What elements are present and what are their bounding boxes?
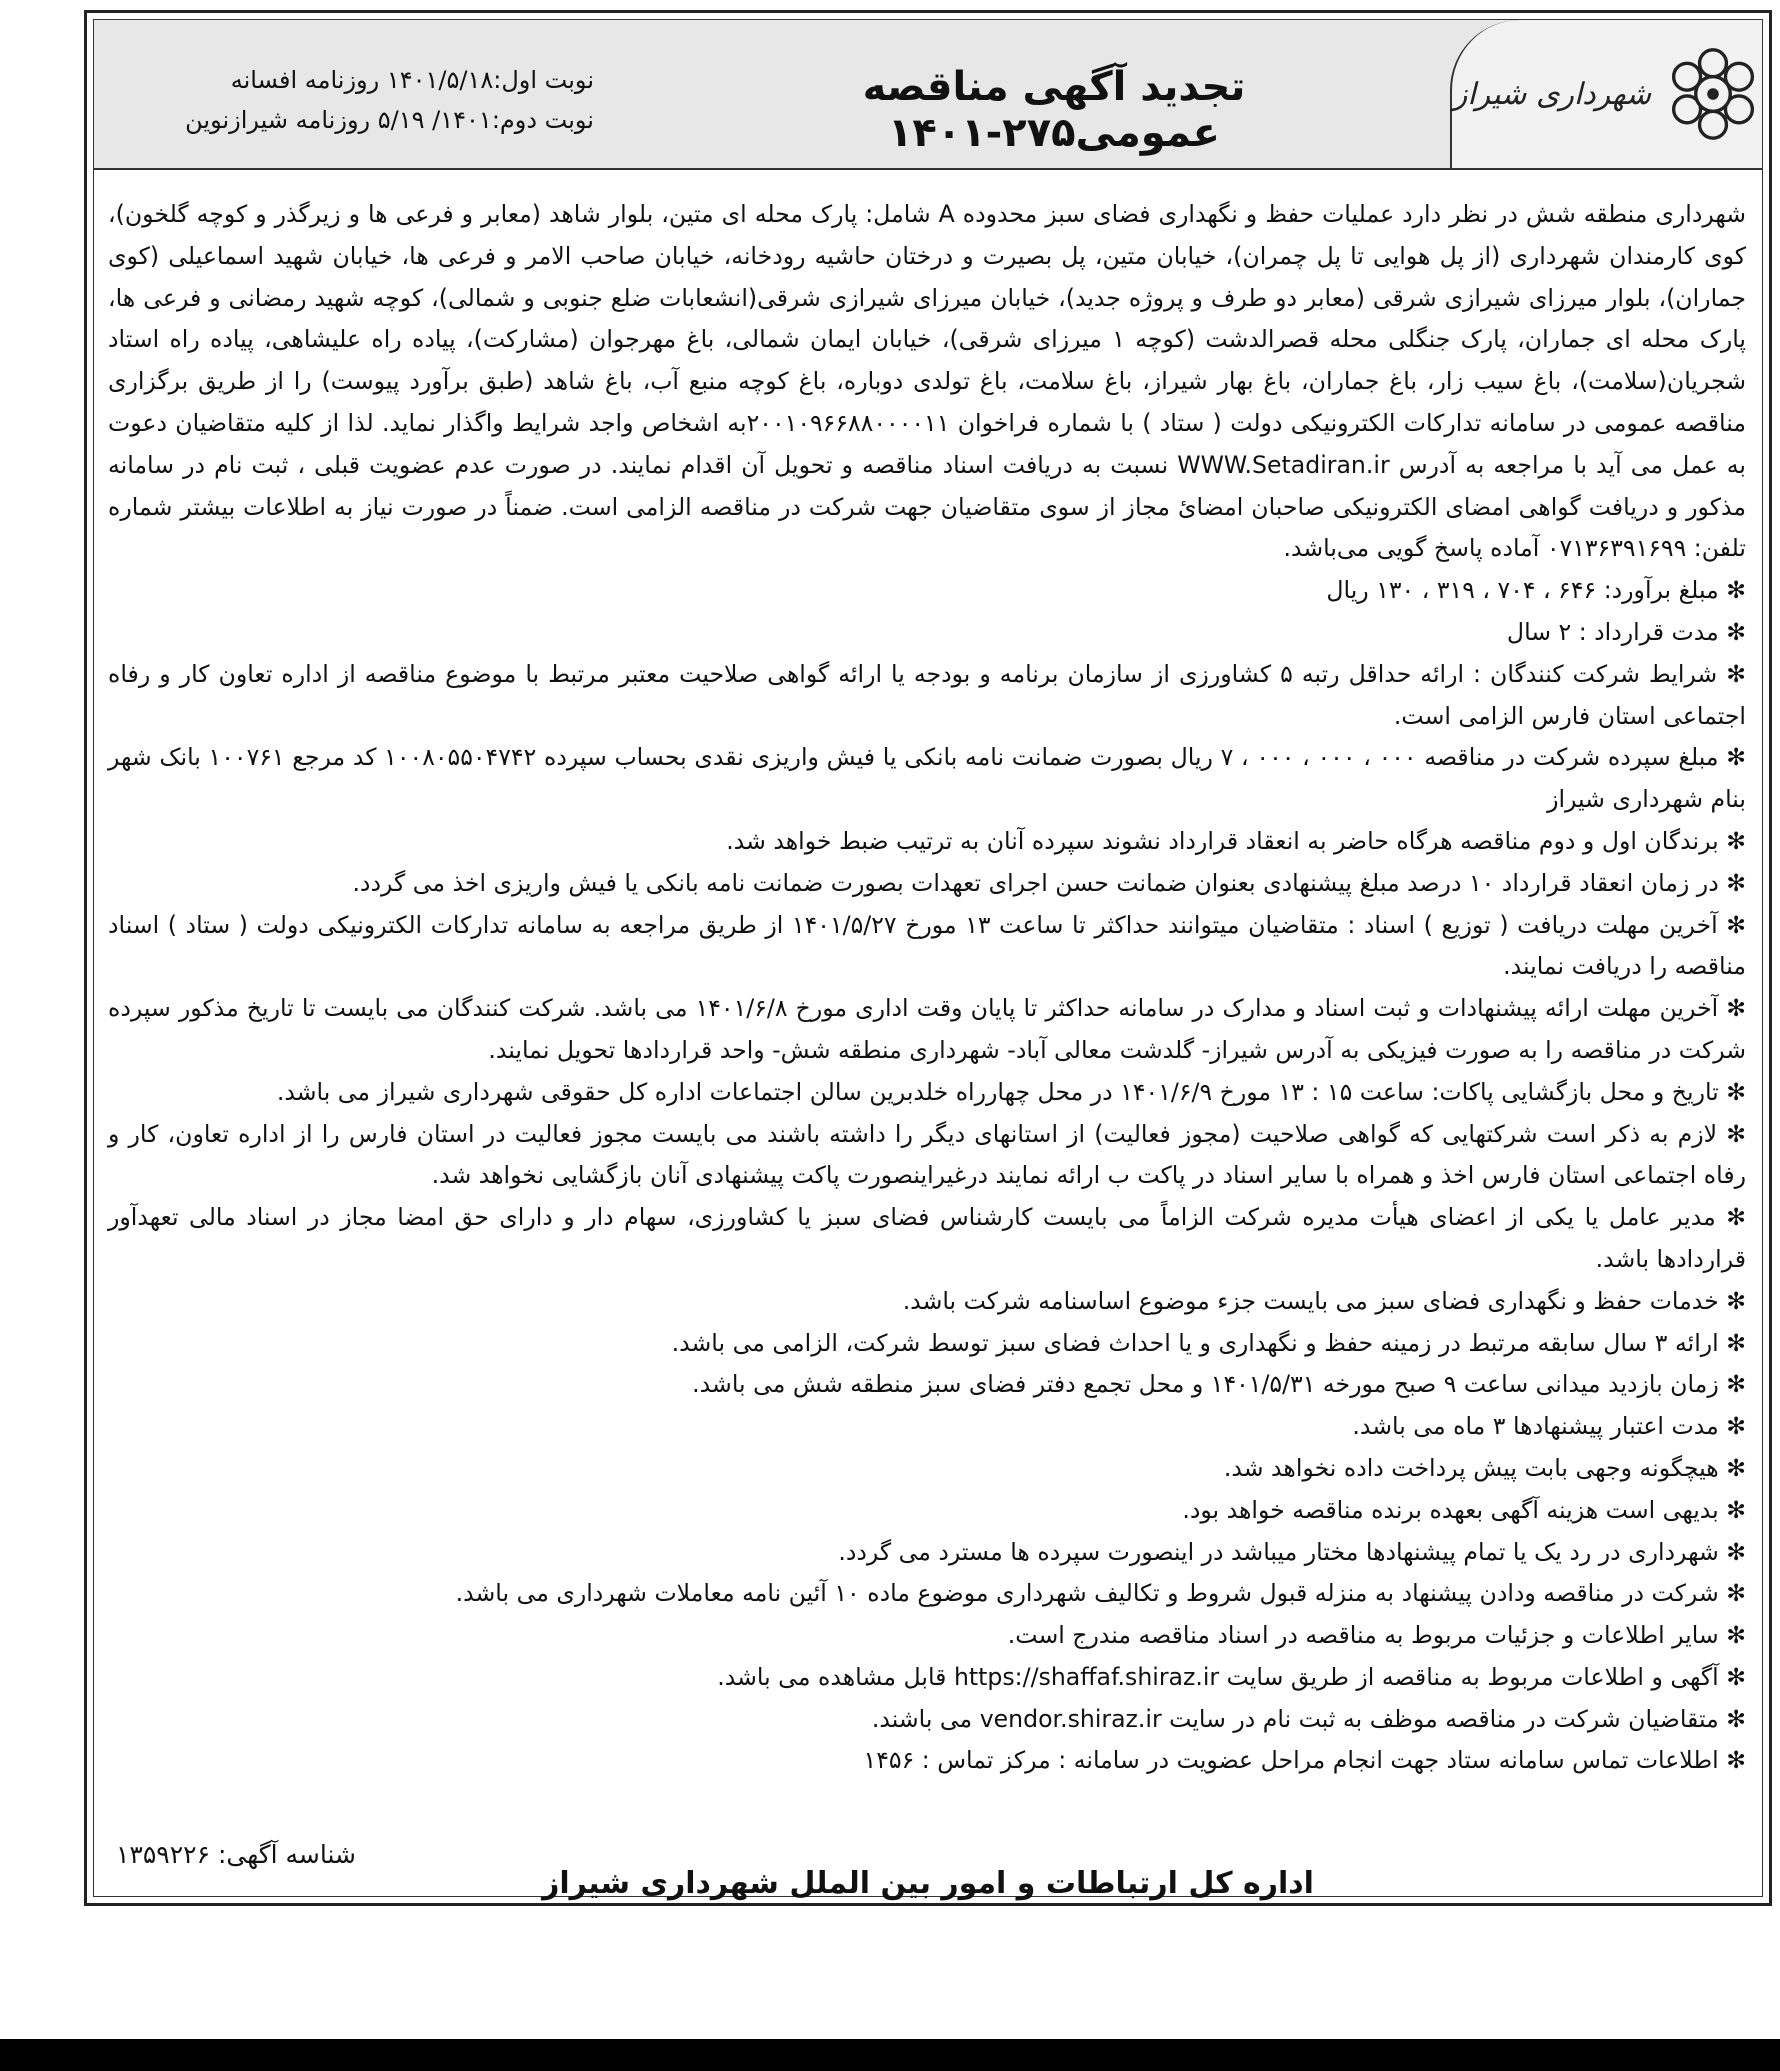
bullet-performance-guarantee: ✻ در زمان انعقاد قرارداد ۱۰ درصد مبلغ پیشنهادی بعنوان ضمانت حسن اجرای تعهدات بصورت ضمانت نامه بانکی یا فیش واریزی اخذ می گردد.	[108, 863, 1746, 905]
bullet-winners: ✻ برندگان اول و دوم مناقصه هرگاه حاضر به انعقاد قرارداد نشوند سپرده آنان به ترتیب ضبط خواهد شد.	[108, 821, 1746, 863]
bullet-articles: ✻ خدمات حفظ و نگهداری فضای سبز می بایست جزء موضوع اساسنامه شرکت باشد.	[108, 1281, 1746, 1323]
bullet-participant-conditions: ✻ شرایط شرکت کنندگان : ارائه حداقل رتبه ۵ کشاورزی از سازمان برنامه و بودجه یا ارائه گواهی صلاحیت معتبر مرتبط با موضوع مناقصه از اداره تعاون کار و رفاه اجتماعی استان فارس الزامی است.	[108, 654, 1746, 738]
bullet-other-provinces: ✻ لازم به ذکر است شرکتهایی که گواهی صلاحیت (مجوز فعالیت) از استانهای دیگر را داشته باشند می بایست مجوز فعالیت در استان فارس را از اداره تعاون، کار و رفاه اجتماعی استان فارس اخذ و همراه با سایر اسناد در پاکت ب ارائه نمایند درغیراینصورت پاکت پیشنهادی آنان بازگشایی نخواهد شد.	[108, 1114, 1746, 1198]
notice-inner-border	[93, 19, 1763, 1901]
bullet-contact: ✻ اطلاعات تماس سامانه ستاد جهت انجام مراحل عضویت در سامانه : مرکز تماس : ۱۴۵۶	[108, 1740, 1746, 1782]
footer-signature: اداره کل ارتباطات و امور بین الملل شهرداری شیراز	[542, 1866, 1314, 1901]
ad-id: شناسه آگهی: ۱۳۵۹۲۲۶	[116, 1840, 356, 1869]
bullet-shaffaf-site: ✻ آگهی و اطلاعات مربوط به مناقصه از طریق سایت https://shaffaf.shiraz.ir قابل مشاهده می باشد.	[108, 1657, 1746, 1699]
issue-second: نوبت دوم:۱۴۰۱/ ۵/۱۹ روزنامه شیرازنوین	[185, 106, 594, 134]
bullet-acceptance: ✻ شرکت در مناقصه ودادن پیشنهاد به منزله قبول شروط و تکالیف شهرداری موضوع ماده ۱۰ آئین نامه معاملات شهرداری می باشد.	[108, 1573, 1746, 1615]
logo-text: شهرداری شیراز	[1452, 76, 1652, 112]
bullet-other-info: ✻ سایر اطلاعات و جزئیات مربوط به مناقصه در اسناد مناقصه مندرج است.	[108, 1615, 1746, 1657]
bullet-document-deadline: ✻ آخرین مهلت دریافت ( توزیع ) اسناد : متقاضیان میتوانند حداکثر تا ساعت ۱۳ مورخ ۱۴۰۱/۵/۲۷ از طریق مراجعه به سامانه تدارکات الکترونیکی دولت ( ستاد ) اسناد مناقصه را دریافت نمایند.	[108, 905, 1746, 989]
bullet-validity: ✻ مدت اعتبار پیشنهادها ۳ ماه می باشد.	[108, 1406, 1746, 1448]
bottom-black-bar	[0, 2039, 1780, 2071]
intro-paragraph: شهرداری منطقه شش در نظر دارد عملیات حفظ و نگهداری فضای سبز محدوده A شامل: پارک محله ای متین، بلوار شاهد (معابر و فرعی ها و زیرگذر و کوچه گلخون)، کوی کارمندان شهرداری (از پل هوایی تا پل چمران)، خیابان متین، پل بصیرت و درختان حاشیه رودخانه، خیابان صاحب الامر و فرعی ها، خیابان شهید اسماعیلی (کوی جماران)، بلوار میرزای شیرازی شرقی (معابر دو طرف و پروژه جدید)، خیابان میرزای شیرازی شرقی(انشعابات ضلع جنوبی و شمالی)، کوچه شهید رمضانی و فرعی ها، پارک محله ای جماران، پارک جنگلی محله قصرالدشت (کوچه ۱ میرزای شرقی)، خیابان ایمان شمالی، باغ مهرجوان (مشارکت)، پیاده راه علیشاهی، پیاده راه استاد شجریان(سلامت)، باغ سیب زار، باغ جماران، باغ بهار شیراز، باغ سلامت، باغ تولدی دوباره، باغ کوچه منبع آب، باغ شاهد (طبق برآورد پیوست) را از طریق برگزاری مناقصه عمومی در سامانه تدارکات الکترونیکی دولت ( ستاد ) با شماره فراخوان ۲۰۰۱۰۹۶۶۸۸۰۰۰۰۱۱به اشخاص واجد شرایط واگذار نماید. لذا از کلیه متقاضیان دعوت به عمل می آید با مراجعه به آدرس WWW.Setadiran.ir نسبت به دریافت اسناد مناقصه و تحویل آن اقدام نمایند. در صورت عدم عضویت قبلی ، ثبت نام در سامانه مذکور و دریافت گواهی امضای الکترونیکی صاحبان امضائ مجاز از سوی متقاضیان جهت شرکت در مناقصه الزامی است. ضمناً در صورت نیاز به اطلاعات بیشتر شماره تلفن: ۰۷۱۳۶۳۹۱۶۹۹ آماده پاسخ گویی می‌باشد.	[108, 200, 1747, 563]
bullet-no-prepayment: ✻ هیچگونه وجهی بابت پیش پرداخت داده نخواهد شد.	[108, 1448, 1746, 1490]
bullet-contract-duration: ✻ مدت قرارداد : ۲ سال	[108, 612, 1746, 654]
bullet-opening-time: ✻ تاریخ و محل بازگشایی پاکات: ساعت ۱۵ : ۱۳ مورخ ۱۴۰۱/۶/۹ در محل چهارراه خلدبرین سالن اجتماعات اداره کل حقوقی شهرداری شیراز می باشد.	[108, 1072, 1746, 1114]
bullet-submission-deadline: ✻ آخرین مهلت ارائه پیشنهادات و ثبت اسناد و مدارک در سامانه حداکثر تا پایان وقت اداری مورخ ۱۴۰۱/۶/۸ می باشد. شرکت کنندگان می بایست تا تاریخ مذکور سپرده شرکت در مناقصه را به صورت فیزیکی به آدرس شیراز- گلدشت معالی آباد- شهرداری منطقه شش- واحد قراردادها تحویل نمایند.	[108, 988, 1746, 1072]
bullet-deposit: ✻ مبلغ سپرده شرکت در مناقصه ۰۰۰ ، ۰۰۰ ، ۰۰۰ ، ۷ ریال بصورت ضمانت نامه بانکی یا فیش واریزی نقدی بحساب سپرده ۱۰۰۸۰۵۵۰۴۷۴۲ کد مرجع ۱۰۰۷۶۱ بانک شهر بنام شهرداری شیراز	[108, 737, 1746, 821]
issue-dates	[134, 60, 594, 140]
bullet-ad-cost: ✻ بدیهی است هزینه آگهی بعهده برنده مناقصه خواهد بود.	[108, 1490, 1746, 1532]
bullet-vendor-site: ✻ متقاضیان شرکت در مناقصه موظف به ثبت نام در سایت vendor.shiraz.ir می باشند.	[108, 1699, 1746, 1741]
bullet-estimate: ✻ مبلغ برآورد: ۶۴۶ ، ۷۰۴ ، ۳۱۹ ، ۱۳۰ ریال	[108, 570, 1746, 612]
notice-title: تجدید آگهی مناقصه عمومی۲۷۵-۱۴۰۱	[862, 64, 1246, 156]
bullet-ceo-requirement: ✻ مدیر عامل یا یکی از اعضای هیأت مدیره شرکت الزاماً می بایست کارشناس فضای سبز یا کشاورزی، سهام دار و دارای حق امضا مجاز در اسناد مالی تعهدآور قراردادها باشد.	[108, 1197, 1746, 1281]
bullet-rejection: ✻ شهرداری در رد یک یا تمام پیشنهادها مختار میباشد در اینصورت سپرده ها مسترد می گردد.	[108, 1532, 1746, 1574]
notice-frame	[84, 10, 1772, 1906]
bullet-site-visit: ✻ زمان بازدید میدانی ساعت ۹ صبح مورخه ۱۴۰۱/۵/۳۱ و محل تجمع دفتر فضای سبز منطقه شش می باشد.	[108, 1364, 1746, 1406]
notice-body	[108, 194, 1746, 1782]
shiraz-emblem-icon	[1665, 46, 1761, 142]
notice-header	[94, 20, 1762, 170]
logo-tab	[1450, 20, 1762, 168]
issue-first: نوبت اول:۱۴۰۱/۵/۱۸ روزنامه افسانه	[230, 66, 594, 94]
bullet-experience: ✻ ارائه ۳ سال سابقه مرتبط در زمینه حفظ و نگهداری و یا احداث فضای سبز توسط شرکت، الزامی می باشد.	[108, 1323, 1746, 1365]
